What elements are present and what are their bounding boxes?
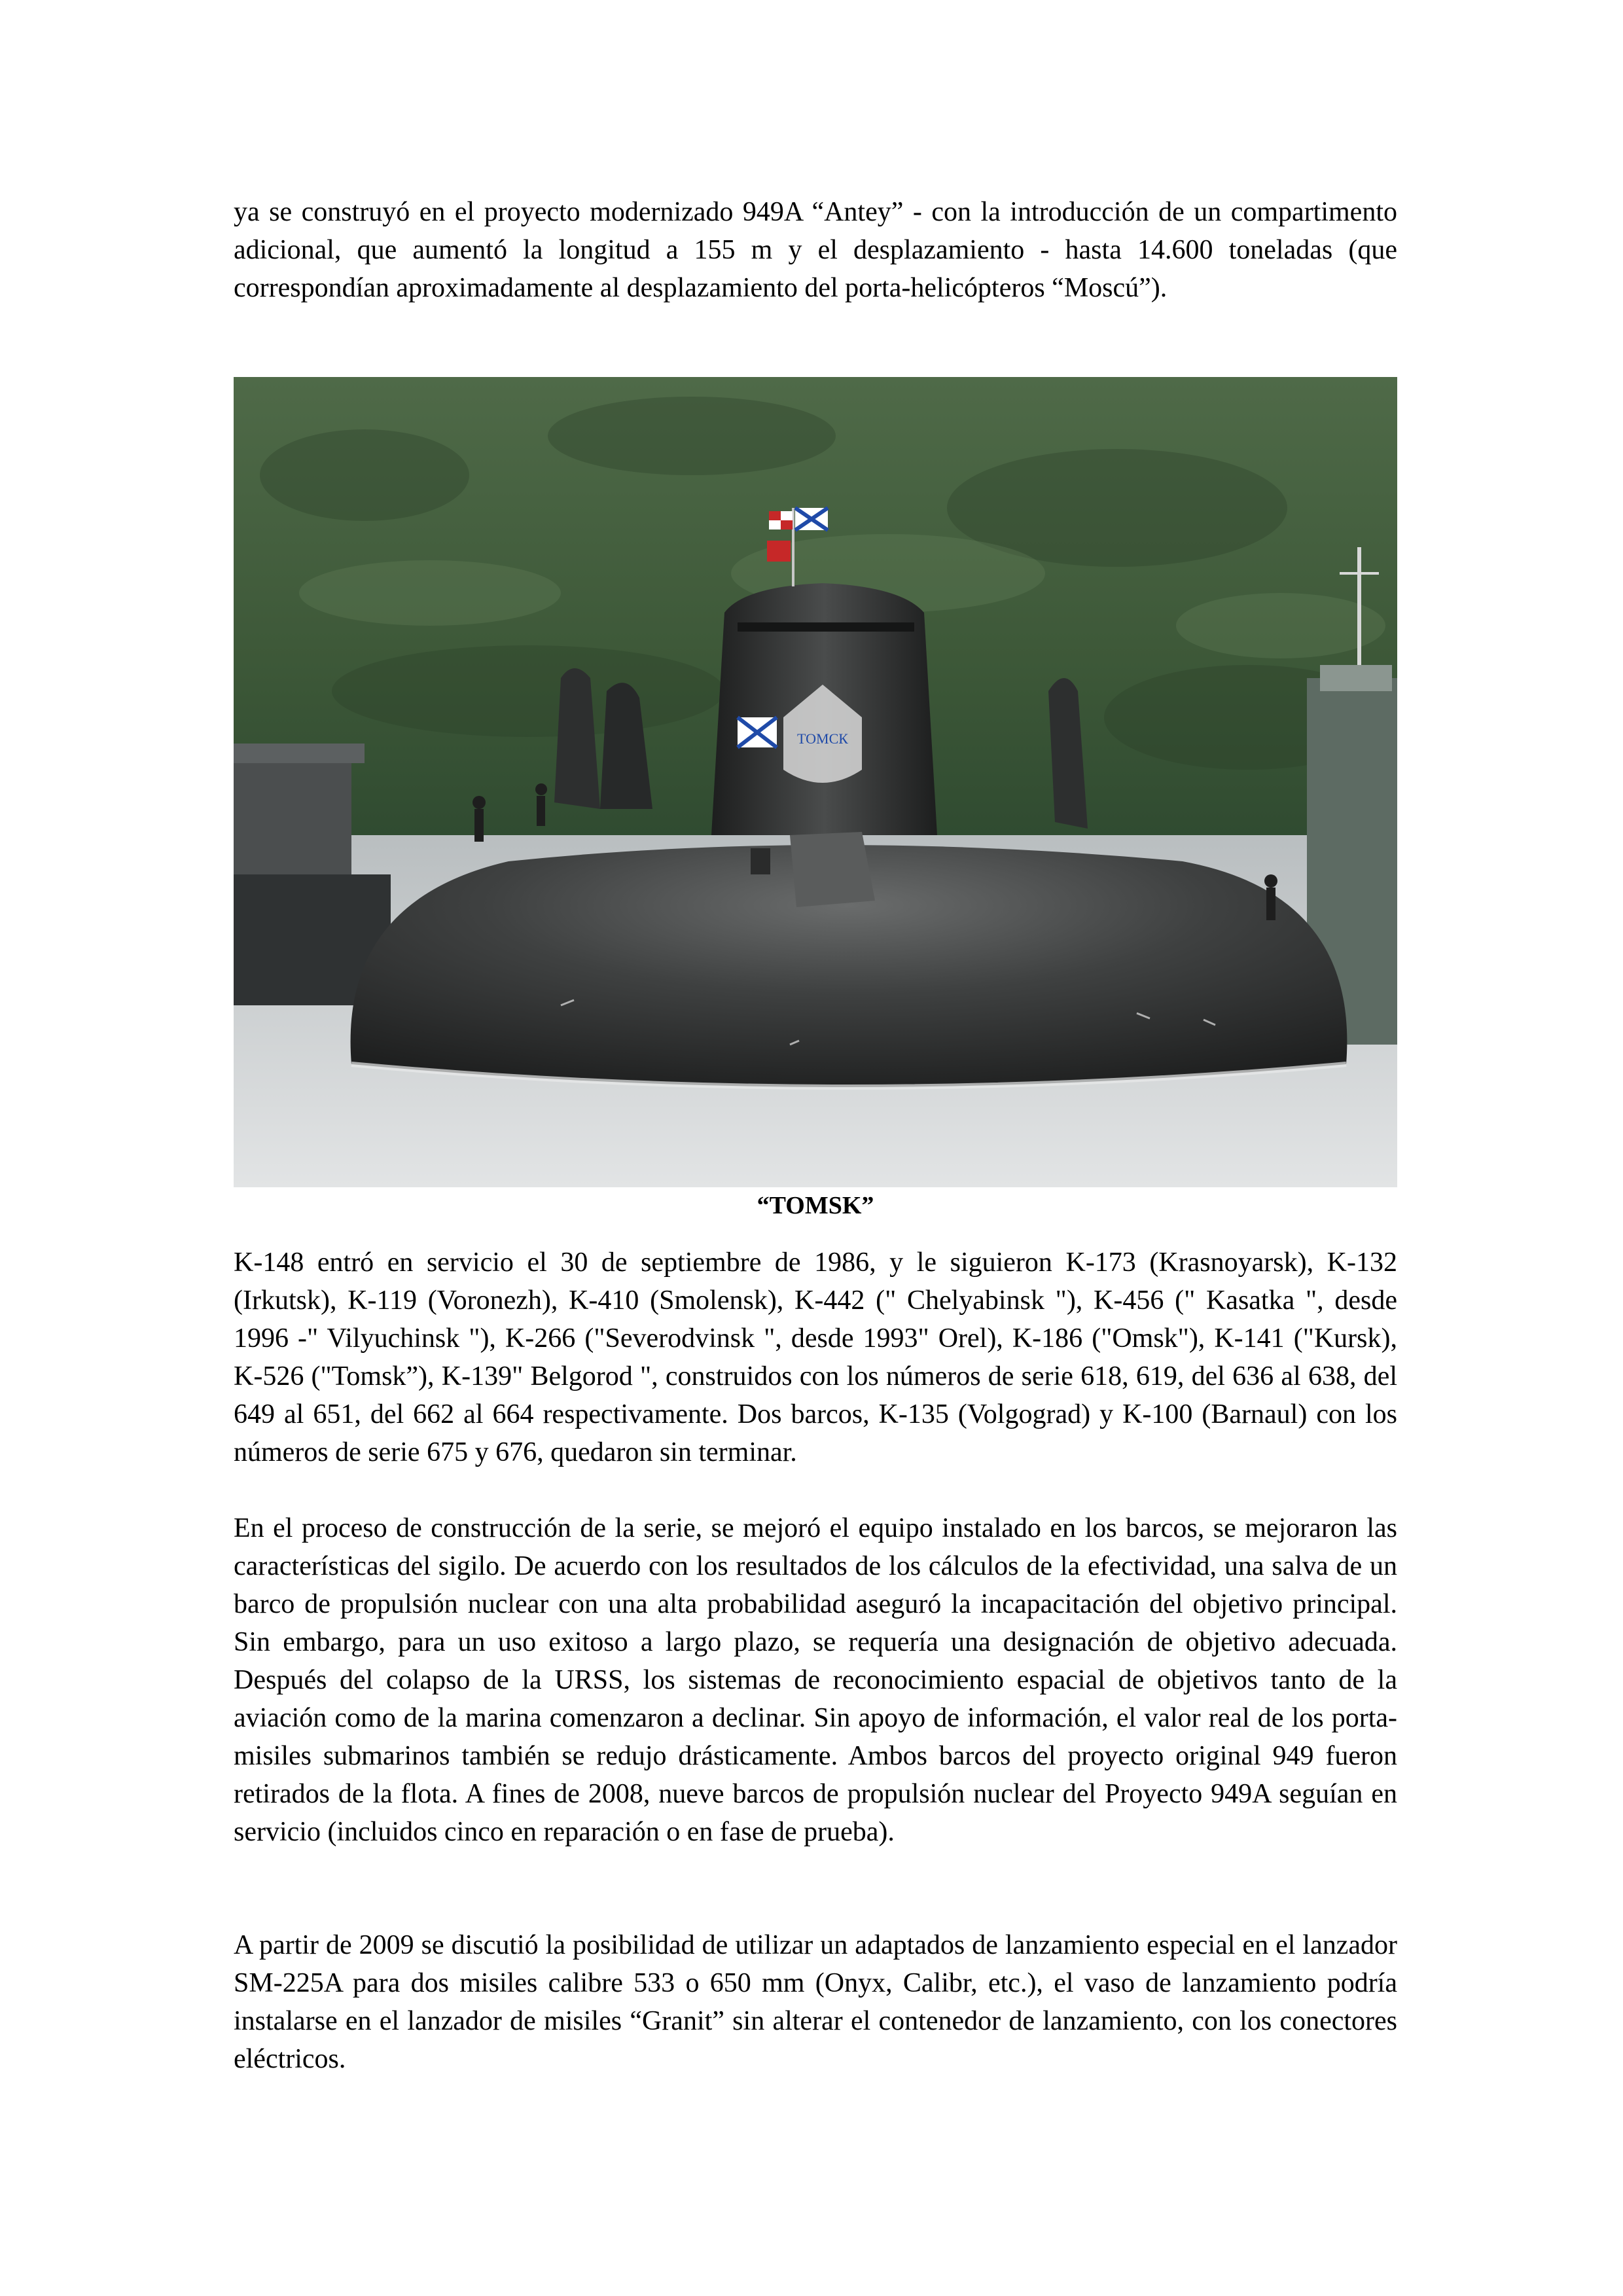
submarine-photo [234,377,1397,1187]
figure-caption: “TOMSK” [757,1192,874,1219]
paragraph-intro: ya se construyó en el proyecto modernizado 949A “Antey” - con la introducción de un compartimento adicional, que aumentó la longitud a 155 m y el desplazamiento - hasta 14.600 toneladas (que correspondían aproximadamente al desplazamiento del porta-helicópteros “Moscú”). [234,197,1397,303]
paragraph-2009: A partir de 2009 se discutió la posibilidad de utilizar un adaptados de lanzamiento especial en el lanzador SM-225A para dos misiles calibre 533 o 650 mm (Onyx, Calibr, etc.), el vaso de lanzamiento podría instalarse en el lanzador de misiles “Granit” sin alterar el contenedor de lanzamiento, con los conectores eléctricos. [234,1930,1397,2074]
paragraph-service: K-148 entró en servicio el 30 de septiembre de 1986, y le siguieron K-173 (Krasnoyarsk), K-132 (Irkutsk), K-119 (Voronezh), K-410 (Smolensk), K-442 (" Chelyabinsk "), K-456 (" Kasatka ", desde 1996 -" Vilyuchinsk "), K-266 ("Severodvinsk ", desde 1993" Orel), K-186 ("Omsk"), K-141 ("Kursk), K-526 ("Tomsk”), K-139" Belgorod ", construidos con los números de serie 618, 619, del 636 al 638, del 649 al 651, del 662 al 664 respectivamente. Dos barcos, K-135 (Volgograd) y K-100 (Barnaul) con los números de serie 675 y 676, quedaron sin terminar. [234,1247,1397,1467]
svg-text:ТОМСК: ТОМСК [797,730,848,747]
paragraph-construction: En el proceso de construcción de la serie, se mejoró el equipo instalado en los barcos, se mejoraron las características del sigilo. De acuerdo con los resultados de los cálculos de la efectividad, una salva de un barco de propulsión nuclear con una alta probabilidad aseguró la incapacitación del objetivo principal. Sin embargo, para un uso exitoso a largo plazo, se requería una designación de objetivo adecuada. Después del colapso de la URSS, los sistemas de reconocimiento espacial de objetivos tanto de la aviación como de la marina comenzaron a declinar. Sin apoyo de información, el valor real de los porta-misiles submarinos también se redujo drásticamente. Ambos barcos del proyecto original 949 fueron retirados de la flota. A fines de 2008, nueve barcos de propulsión nuclear del Proyecto 949A seguían en servicio (incluidos cinco en reparación o en fase de prueba). [234,1513,1397,1847]
